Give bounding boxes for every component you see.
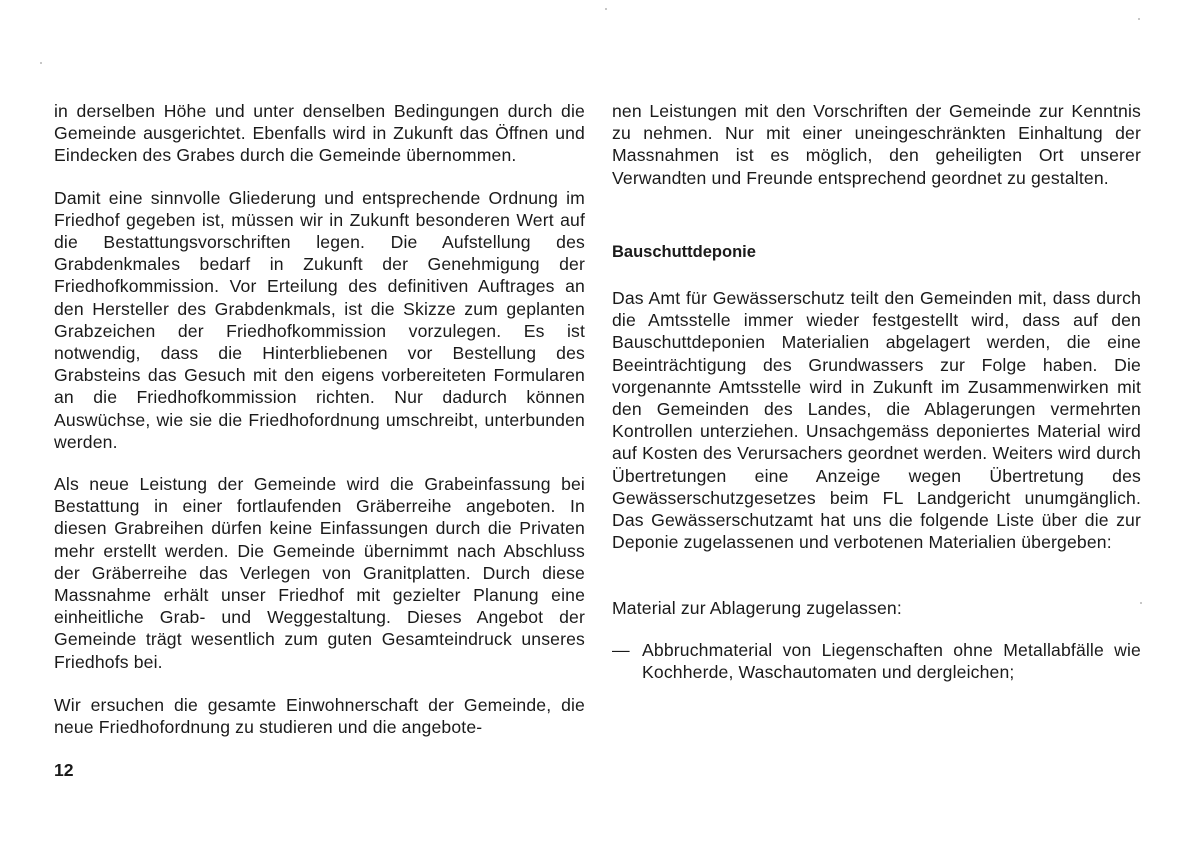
paragraph: Als neue Leistung der Gemeinde wird die Grabeinfassung bei Bestattung in einer fortlaufenden Gräberreihe angeboten. In diesen Grabreihen dürfen keine Einfassungen durch die Privaten mehr erstellt werden. Die Gemeinde übernimmt nach Abschluss der Gräberreihe das Verlegen von Granitplatten. Durch diese Massnahme erhält unser Friedhof mit gezielter Planung eine einheitliche Grab- und Weggestaltung. Dieses Angebot der Gemeinde trägt wesentlich zum guten Gesamteindruck unseres Friedhofs bei. bbox=[54, 474, 585, 672]
right-column bbox=[612, 100, 1141, 683]
list-item bbox=[612, 639, 1141, 683]
list-intro: Material zur Ablagerung zugelassen: bbox=[612, 598, 902, 619]
paragraph: Das Amt für Gewässerschutz teilt den Gemeinden mit, dass durch die Amtsstelle immer wieder festgestellt wird, dass auf den Bauschuttdeponien Materialien abgelagert werden, die eine Beeinträchtigung des Grundwassers zur Folge haben. Die vorgenannte Amtsstelle wird in Zukunft im Zusammenwirken mit den Gemeinden des Landes, die Ablagerungen vermehrten Kontrollen unterziehen. Unsachgemäss deponiertes Material wird auf Kosten des Verursachers geordnet werden. Weiters wird durch Übertretungen eine Anzeige wegen Übertretung des Gewässerschutzgesetzes beim FL Landgericht unumgänglich. Das Gewässerschutzamt hat uns die folgende Liste über die zur Deponie zugelassenen und verbotenen Materialien übergeben: bbox=[612, 288, 1141, 553]
paragraph: Damit eine sinnvolle Gliederung und entsprechende Ordnung im Friedhof gegeben ist, müssen wir in Zukunft besonderen Wert auf die Bestattungsvorschriften legen. Die Aufstellung des Grabdenkmales bedarf in Zukunft der Genehmigung der Friedhofkommission. Vor Erteilung des definitiven Auftrages an den Hersteller des Grabdenkmals, ist die Skizze zum geplanten Grabzeichen der Friedhofkommission vorzulegen. Es ist notwendig, dass die Hinterbliebenen vor Bestellung des Grabsteins das Gesuch mit den eigens vorbereiteten Formularen an die Friedhofkommission richten. Nur dadurch können Auswüchse, wie sie die Friedhofordnung umschreibt, unterbunden werden. bbox=[54, 187, 585, 452]
paragraph: nen Leistungen mit den Vorschriften der Gemeinde zur Kenntnis zu nehmen. Nur mit einer uneingeschränkten Einhaltung der Massnahmen ist es möglich, den geheiligten Ort unserer Verwandten und Freunde entsprechend geordnet zu gestalten. bbox=[612, 101, 1141, 188]
list-item-text: Abbruchmaterial von Liegenschaften ohne Metallabfälle wie Kochherde, Waschautomaten und dergleichen; bbox=[642, 639, 1141, 682]
section-heading: Bauschuttdeponie bbox=[612, 242, 756, 261]
dash-marker: — bbox=[612, 639, 630, 660]
paragraph: in derselben Höhe und unter denselben Bedingungen durch die Gemeinde ausgerichtet. Ebenfalls wird in Zukunft das Öffnen und Eindecken des Grabes durch die Gemeinde übernommen. bbox=[54, 101, 585, 166]
scan-speck bbox=[605, 8, 607, 10]
paragraph: Wir ersuchen die gesamte Einwohnerschaft der Gemeinde, die neue Friedhofordnung zu studieren und die angebote- bbox=[54, 694, 585, 738]
scan-speck bbox=[40, 62, 42, 64]
page-number: 12 bbox=[54, 760, 74, 780]
left-column bbox=[54, 100, 585, 738]
scan-speck bbox=[1138, 18, 1140, 20]
material-list bbox=[612, 639, 1141, 683]
